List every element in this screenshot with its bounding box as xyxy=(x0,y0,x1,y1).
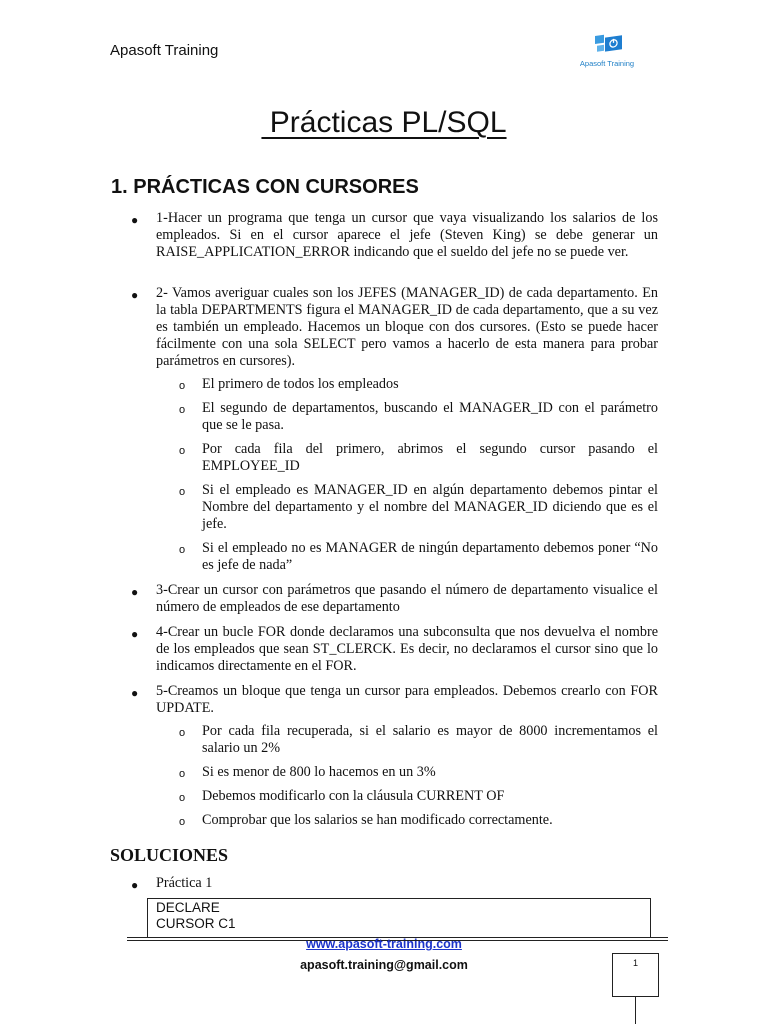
sub-list-item: Por cada fila del primero, abrimos el segundo cursor pasando el EMPLOYEE_ID xyxy=(202,441,658,474)
code-block xyxy=(147,898,651,937)
page-number-box xyxy=(612,953,659,997)
website-link[interactable]: www.apasoft-training.com xyxy=(306,937,462,951)
circle-bullet-icon: o xyxy=(179,768,186,780)
code-line: CURSOR C1 xyxy=(156,916,236,931)
list-item: 2- Vamos averiguar cuales son los JEFES (MANAGER_ID) de cada departamento. En la tabla DEPARTMENTS figura el MANAGER_ID de cada departamento, que a su vez es también un empleado. Hacemos un bloque con dos cursores. (Esto se puede hacer fácilmente con una sola SELECT pero vamos a hacerlo de esta manera para probar parámetros en cursores). xyxy=(156,285,658,369)
section-heading: 1. PRÁCTICAS CON CURSORES xyxy=(111,176,419,198)
circle-bullet-icon: o xyxy=(179,380,186,392)
list-item: 5-Creamos un bloque que tenga un cursor para empleados. Debemos crearlo con FOR UPDATE. xyxy=(156,683,658,716)
circle-bullet-icon: o xyxy=(179,486,186,498)
logo-icon xyxy=(566,26,648,60)
bullet-icon: ● xyxy=(131,878,139,892)
circle-bullet-icon: o xyxy=(179,445,186,457)
circle-bullet-icon: o xyxy=(179,792,186,804)
sub-list-item: Comprobar que los salarios se han modificado correctamente. xyxy=(202,812,553,828)
footer-website xyxy=(0,937,768,951)
list-item: 3-Crear un cursor con parámetros que pasando el número de departamento visualice el número de empleados de ese departamento xyxy=(156,582,658,615)
list-item: 1-Hacer un programa que tenga un cursor que vaya visualizando los salarios de los empleados. Si en el cursor aparece el jefe (Steven King) se debe generar un RAISE_APPLICATION_ERROR indicando que el sueldo del jefe no se puede ver. xyxy=(156,210,658,260)
bullet-icon: ● xyxy=(131,585,139,599)
page-number-tick xyxy=(635,996,636,1024)
bullet-icon: ● xyxy=(131,288,139,302)
sub-list-item: Por cada fila recuperada, si el salario es mayor de 8000 incrementamos el salario un 2% xyxy=(202,723,658,756)
code-line: DECLARE xyxy=(156,900,220,915)
circle-bullet-icon: o xyxy=(179,727,186,739)
bullet-icon: ● xyxy=(131,627,139,641)
footer-email: apasoft.training@gmail.com xyxy=(300,958,468,972)
solution-item: Práctica 1 xyxy=(156,875,213,891)
page-number: 1 xyxy=(632,958,638,968)
sub-list-item: El primero de todos los empleados xyxy=(202,376,399,392)
solutions-heading: SOLUCIONES xyxy=(110,845,229,865)
list-item: 4-Crear un bucle FOR donde declaramos una subconsulta que nos devuelva el nombre de los empleados que sean ST_CLERCK. Es decir, no declaramos el cursor sino que lo indicamos directamente en el FOR. xyxy=(156,624,658,674)
sub-list-item: Si es menor de 800 lo hacemos en un 3% xyxy=(202,764,436,780)
document-title: Prácticas PL/SQL xyxy=(261,106,507,139)
bullet-icon: ● xyxy=(131,213,139,227)
sub-list-item: Debemos modificarlo con la cláusula CURRENT OF xyxy=(202,788,505,804)
sub-list-item: Si el empleado es MANAGER_ID en algún departamento debemos pintar el Nombre del departamento y el nombre del MANAGER_ID diciendo que es el jefe. xyxy=(202,482,658,532)
circle-bullet-icon: o xyxy=(179,404,186,416)
bullet-icon: ● xyxy=(131,686,139,700)
circle-bullet-icon: o xyxy=(179,816,186,828)
header-org-name: Apasoft Training xyxy=(110,42,219,59)
sub-list-item: El segundo de departamentos, buscando el MANAGER_ID con el parámetro que se le pasa. xyxy=(202,400,658,433)
logo-text: Apasoft Training xyxy=(579,59,635,68)
circle-bullet-icon: o xyxy=(179,544,186,556)
apasoft-logo xyxy=(566,26,648,76)
sub-list-item: Si el empleado no es MANAGER de ningún departamento debemos poner “No es jefe de nada” xyxy=(202,540,658,573)
